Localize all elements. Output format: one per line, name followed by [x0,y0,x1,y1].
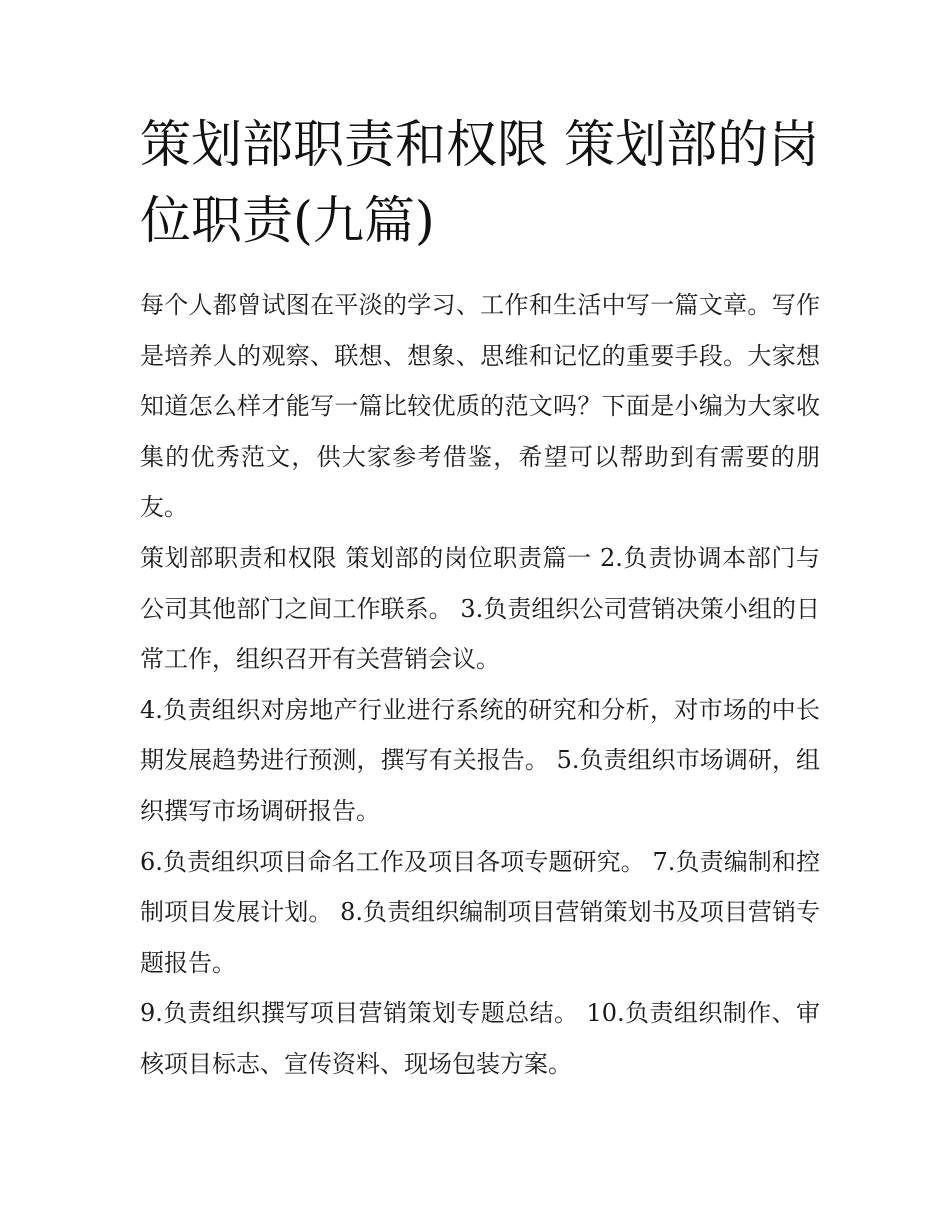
body-paragraph-duties-3: 6.负责组织项目命名工作及项目各项专题研究。 7.负责编制和控制项目发展计划。 8.负责组织编制项目营销策划书及项目营销专题报告。 [140,847,820,977]
body-paragraph-duties-4: 9.负责组织撰写项目营销策划专题总结。 10.负责组织制作、审核项目标志、宣传资料、现场包装方案。 [140,999,820,1078]
document-title: 策划部职责和权限 策划部的岗位职责(九篇) [140,116,820,251]
body-paragraph-duties-2: 4.负责组织对房地产行业进行系统的研究和分析，对市场的中长期发展趋势进行预测，撰写有关报告。 5.负责组织市场调研，组织撰写市场调研报告。 [140,695,820,825]
document-page [140,108,820,1090]
intro-paragraph: 每个人都曾试图在平淡的学习、工作和生活中写一篇文章。写作是培养人的观察、联想、想象、思维和记忆的重要手段。大家想知道怎么样才能写一篇比较优质的范文吗？下面是小编为大家收集的优秀范文，供大家参考借鉴，希望可以帮助到有需要的朋友。 [140,291,820,522]
body-paragraph-duties-1: 策划部职责和权限 策划部的岗位职责篇一 2.负责协调本部门与公司其他部门之间工作联系。 3.负责组织公司营销决策小组的日常工作，组织召开有关营销会议。 [140,543,820,674]
